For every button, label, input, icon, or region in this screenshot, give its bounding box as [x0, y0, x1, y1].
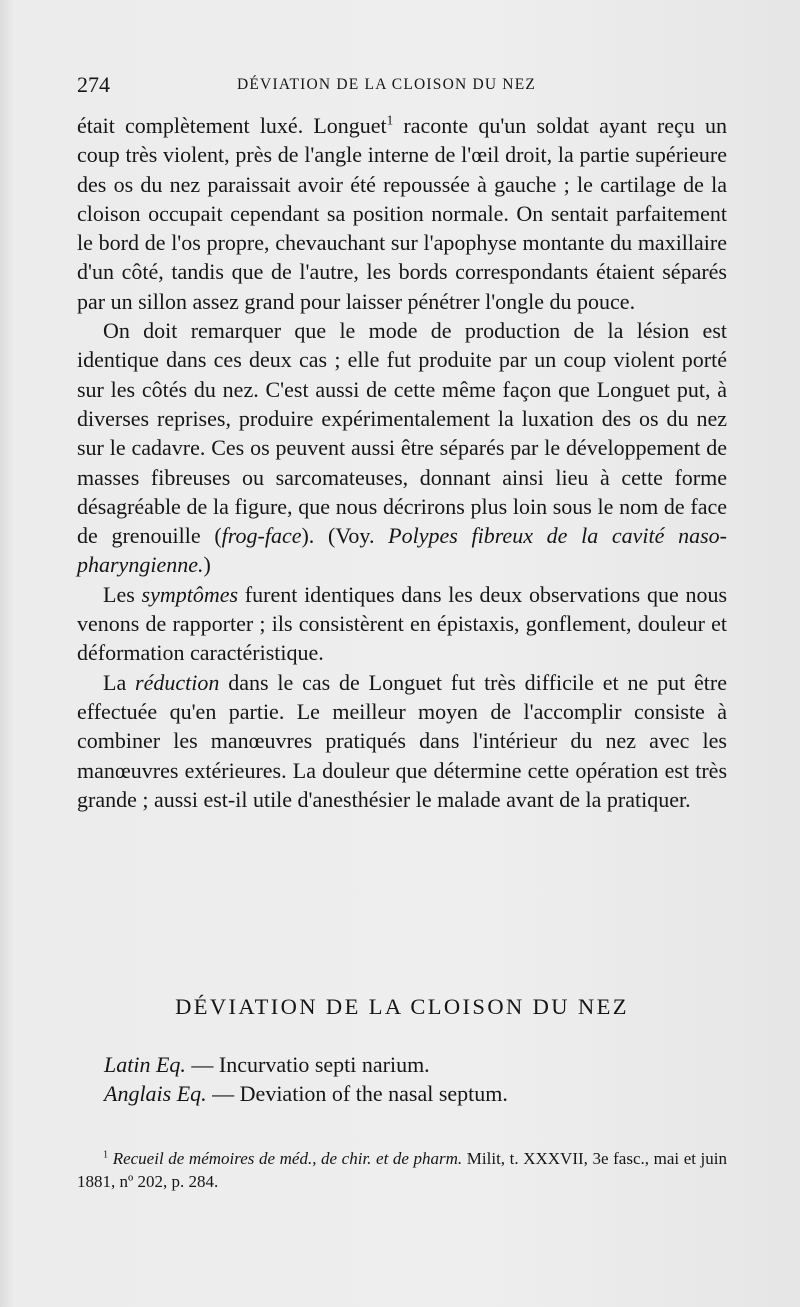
- p2-text-b: ). (Voy.: [301, 523, 389, 549]
- paragraph-2: [77, 316, 727, 580]
- footnote-details: Milit, t. XXXVII, 3e fasc., mai et juin 1881, nº 202, p. 284.: [77, 1149, 728, 1191]
- footnote-ref: 1: [386, 112, 394, 128]
- paragraph-4: [77, 668, 727, 814]
- p2-text-a: On doit remarquer que le mode de production de la lésion est identique dans ces deux cas ; elle fut produite par un coup violent porté sur les côtés du nez. C'est aussi de cette même façon que Longuet put, à diverses reprises, produire expérimentalement la luxation des os du nez sur le cadavre. Ces os peuvent aussi être séparés par le développement de masses fibreuses ou sarcomateuses, donnant ainsi lieu à cette forme désagréable de la figure, que nous décrirons plus loin sous le nom de face de grenouille (: [77, 318, 727, 549]
- english-text: — Deviation of the nasal septum.: [212, 1081, 508, 1106]
- p3-text-b: furent identiques dans les deux observations que nous venons de rapporter ; ils consistèrent en épistaxis, gonflement, douleur et déformation caractéristique.: [77, 581, 728, 666]
- p3-text-a: Les: [103, 581, 142, 607]
- footnote: [77, 1147, 727, 1193]
- english-equivalent: [104, 1081, 724, 1107]
- paragraph-3: [77, 580, 727, 668]
- paragraph-1: [77, 111, 727, 316]
- page-header: [77, 72, 727, 102]
- p1-text-b: raconte qu'un soldat ayant reçu un coup très violent, près de l'angle interne de l'œil droit, la partie supérieure des os du nez paraissait avoir été repoussée à gauche ; le cartilage de la cloison occupait cependant sa position normale. On sentait parfaitement le bord de l'os propre, chevauchant sur l'apophyse montante du maxillaire d'un côté, tandis que de l'autre, les bords correspondants étaient séparés par un sillon assez grand pour laisser pénétrer l'ongle du pouce.: [77, 113, 727, 314]
- p2-frog-face: frog-face: [221, 523, 302, 549]
- body-text: [77, 111, 727, 814]
- p4-reduction: réduction: [135, 669, 220, 695]
- p4-text-b: dans le cas de Longuet fut très difficile et ne put être effectuée qu'en partie. Le meilleur moyen de l'accomplir consiste à combiner les manœuvres pratiqués dans l'intérieur du nez avec les manœuvres extérieures. La douleur que détermine cette opération est très grande ; aussi est-il utile d'anesthésier le malade avant de la pratiquer.: [77, 669, 727, 812]
- running-title: DÉVIATION DE LA CLOISON DU NEZ: [237, 76, 537, 93]
- section-title: DÉVIATION DE LA CLOISON DU NEZ: [175, 994, 629, 1019]
- page-number: 274: [77, 72, 110, 97]
- p1-text-a: était complètement luxé. Longuet: [77, 113, 387, 138]
- p3-symptomes: symptômes: [141, 581, 239, 607]
- latin-label: Latin Eq.: [104, 1052, 186, 1077]
- latin-equivalent: [104, 1052, 724, 1078]
- footnote-marker: 1: [103, 1149, 109, 1161]
- p4-text-a: La: [103, 669, 136, 695]
- footnote-text: [77, 1147, 727, 1193]
- footnote-source-title: Recueil de mémoires de méd., de chir. et de pharm.: [112, 1149, 463, 1168]
- english-label: Anglais Eq.: [104, 1081, 207, 1106]
- p2-text-c: ): [203, 552, 211, 578]
- latin-text: — Incurvatio septi narium.: [191, 1052, 430, 1077]
- p2-polypes-reference: Polypes fibreux de la cavité naso-pharyngienne.: [77, 523, 727, 578]
